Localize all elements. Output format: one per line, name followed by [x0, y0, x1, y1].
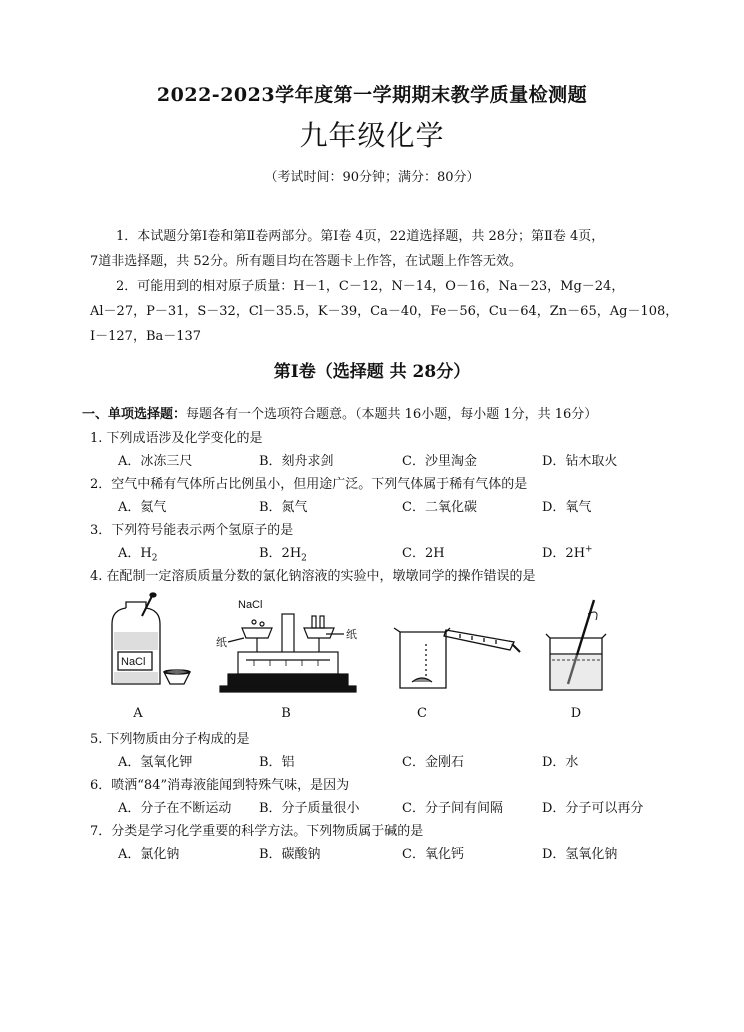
option-b	[259, 542, 307, 564]
subscript: 2	[301, 553, 307, 564]
instructions	[90, 224, 680, 349]
option-d: D．氧气	[542, 500, 592, 515]
paper-label-right: 纸	[346, 628, 357, 641]
section-title: 第Ⅰ卷（选择题 共 28分）	[273, 362, 471, 382]
figure-label-c: C	[417, 706, 427, 721]
question-4: 4. 在配制一定溶质质量分数的氯化钠溶液的实验中，墩墩同学的操作错误的是	[90, 569, 536, 584]
option-d: D．水	[542, 755, 579, 770]
option-a: A．冰冻三尺	[118, 454, 193, 469]
option-b: B．铝	[259, 755, 295, 770]
option-d	[542, 542, 593, 561]
question-2-options	[118, 496, 718, 516]
question-3: 3．下列符号能表示两个氢原子的是	[90, 523, 294, 538]
figure-d-illustration	[540, 594, 612, 694]
option-b: B．碳酸钠	[259, 847, 321, 862]
option-c: C．二氧化碳	[402, 500, 477, 515]
part-one-label: 一、单项选择题：	[82, 407, 187, 422]
option-a: A．氦气	[118, 500, 167, 515]
superscript: +	[585, 544, 593, 555]
option-d-text: D．2H	[542, 546, 586, 561]
note-line: 7道非选择题，共 52分。所有题目均在答题卡上作答，在试题上作答无效。	[90, 254, 522, 269]
option-d: D．钻木取火	[542, 454, 618, 469]
exam-info: （考试时间：90分钟；满分：80分）	[264, 170, 480, 185]
question-2: 2．空气中稀有气体所占比例虽小，但用途广泛。下列气体属于稀有气体的是	[90, 477, 528, 492]
option-a-text: A．H	[118, 546, 152, 561]
exam-title: 2022-2023学年度第一学期期末教学质量检测题	[156, 84, 588, 106]
note-line: 1．本试题分第Ⅰ卷和第Ⅱ卷两部分。第Ⅰ卷 4页，22道选择题，共 28分；第Ⅱ卷 4页，	[116, 229, 605, 244]
option-c: C．沙里淘金	[402, 454, 477, 469]
option-b: B．氮气	[259, 500, 308, 515]
question-7: 7．分类是学习化学重要的科学方法。下列物质属于碱的是	[90, 824, 424, 839]
option-b: B．分子质量很小	[259, 801, 360, 816]
question-6: 6．喷洒“84”消毒液能闻到特殊气味，是因为	[90, 778, 350, 793]
note-line: Al－27，P－31，S－32，Cl－35.5，K－39，Ca－40，Fe－56，Cu－64，Zn－65，Ag－108，	[90, 304, 679, 319]
question-1-options	[118, 450, 718, 470]
option-b: B．刻舟求剑	[259, 454, 334, 469]
option-c: C．金刚石	[402, 755, 464, 770]
question-1: 1. 下列成语涉及化学变化的是	[90, 431, 263, 446]
option-d: D．氢氧化钠	[542, 847, 618, 862]
part-one-heading	[82, 403, 702, 422]
figure-label-a: A	[133, 706, 143, 721]
figure-a-illustration	[104, 592, 204, 692]
figure-label-d: D	[570, 706, 582, 721]
option-a: A．氢氧化钾	[118, 755, 193, 770]
nacl-bottle-label: NaCl	[121, 656, 146, 668]
paper-label-left: 纸	[216, 636, 227, 649]
option-c: C．2H	[402, 546, 445, 561]
note-line: 2．可能用到的相对原子质量：H－1，C－12，N－14，O－16，Na－23，Mg－24，	[116, 279, 625, 294]
question-5: 5. 下列物质由分子构成的是	[90, 732, 250, 747]
option-c: C．氧化钙	[402, 847, 464, 862]
option-a: A．分子在不断运动	[118, 801, 232, 816]
note-line: I－127，Ba－137	[90, 329, 202, 344]
nacl-label: NaCl	[238, 599, 263, 611]
figure-label-b: B	[281, 706, 291, 721]
question-6-options	[118, 797, 718, 817]
option-b-text: B．2H	[259, 546, 302, 561]
question-3-options	[118, 542, 718, 562]
option-a: A．氯化钠	[118, 847, 180, 862]
figure-b-illustration	[214, 594, 364, 696]
subscript: 2	[151, 553, 158, 564]
figure-c-illustration	[390, 620, 524, 692]
option-c: C．分子间有间隔	[402, 801, 503, 816]
part-one-instruction: 每题各有一个选项符合题意。（本题共 16小题，每小题 1分，共 16分）	[186, 407, 598, 422]
subject-title: 九年级化学	[299, 119, 445, 152]
option-d: D．分子可以再分	[542, 801, 644, 816]
question-7-options	[118, 843, 718, 863]
question-5-options	[118, 751, 718, 771]
option-a	[118, 542, 157, 564]
